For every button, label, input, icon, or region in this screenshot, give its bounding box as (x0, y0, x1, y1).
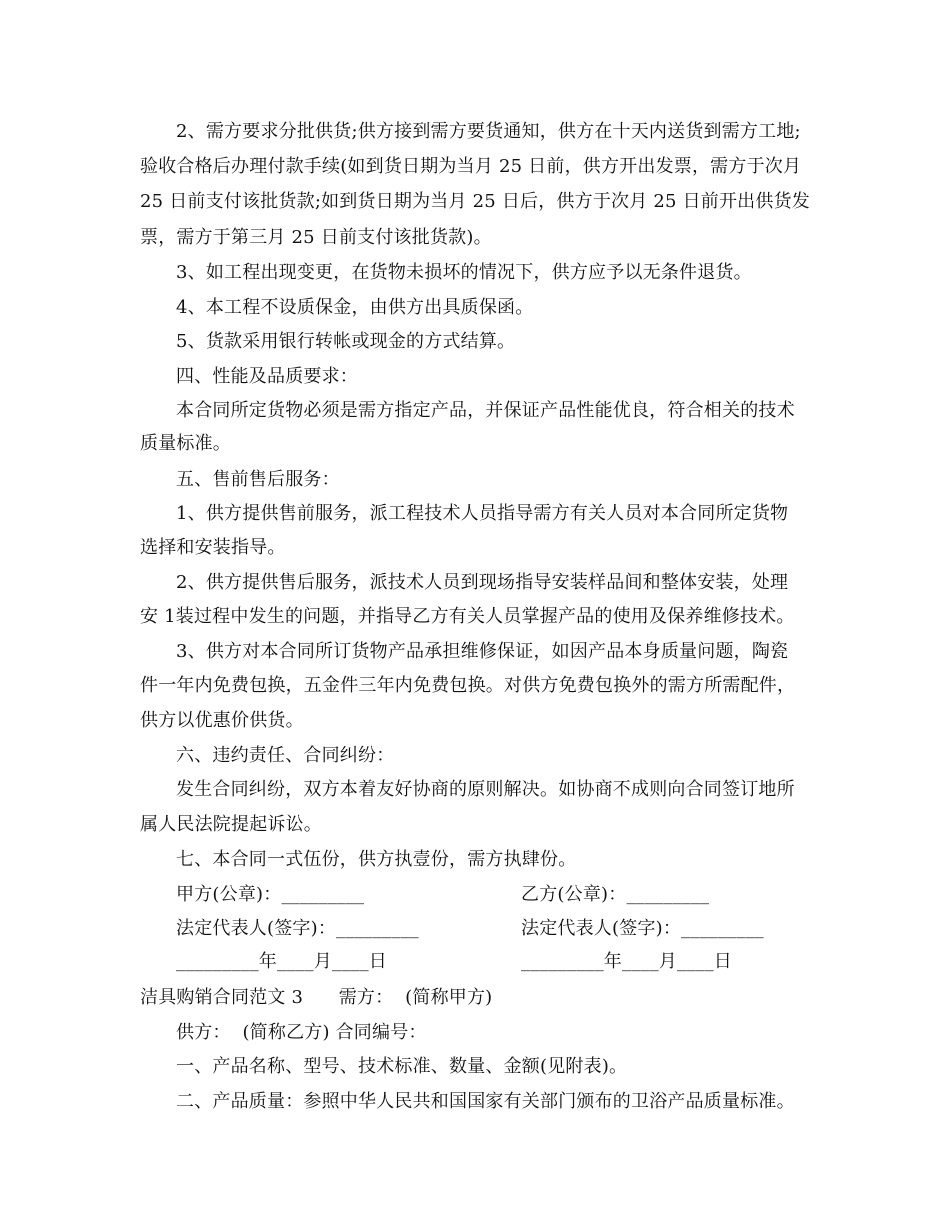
paragraph-line: 2、需方要求分批供货;供方接到需方要货通知，供方在十天内送货到需方工地; (176, 121, 801, 142)
paragraph-line: 3、供方对本合同所订货物产品承担维修保证，如因产品本身质量问题，陶瓷 (176, 641, 789, 662)
paragraph-line: 二、产品质量：参照中华人民共和国国家有关部门颁布的卫浴产品质量标准。 (176, 1091, 795, 1112)
paragraph-line: 发生合同纠纷，双方本着友好协商的原则解决。如协商不成则向合同签订地所 (176, 779, 795, 800)
party-b-seal-field: 乙方(公章)：_________ (521, 884, 710, 905)
section-heading: 七、本合同一式伍份，供方执壹份，需方执肆份。 (176, 849, 577, 870)
paragraph-line: 安 1装过程中发生的问题，并指导乙方有关人员掌握产品的使用及保养维修技术。 (140, 606, 795, 627)
paragraph-line: 件一年内免费包换，五金件三年内免费包换。对供方免费包换外的需方所需配件， (140, 675, 796, 696)
paragraph-line: 2、供方提供售后服务，派技术人员到现场指导安装样品间和整体安装，处理 (176, 572, 789, 593)
contract-title-line: 洁具购销合同范文 3 需方： (简称甲方) (140, 987, 493, 1008)
paragraph-line: 3、如工程出现变更，在货物未损坏的情况下，供方应予以无条件退货。 (176, 262, 752, 283)
section-heading: 五、售前售后服务： (176, 469, 340, 490)
paragraph-line: 票，需方于第三月 25 日前支付该批货款)。 (140, 227, 492, 248)
party-a-date-field: _________年____月____日 (176, 951, 387, 972)
paragraph-line: 25 日前支付该批货款;如到货日期为当月 25 日后，供方于次月 25 日前开出供货发 (140, 191, 810, 212)
section-heading: 六、违约责任、合同纠纷： (176, 745, 395, 766)
paragraph-line: 质量标准。 (140, 433, 231, 454)
paragraph-line: 4、本工程不设质保金，由供方出具质保函。 (176, 297, 534, 318)
party-a-representative-field: 法定代表人(签字)：_________ (176, 918, 419, 939)
paragraph-line: 供方： (简称乙方) 合同编号： (176, 1022, 427, 1043)
paragraph-line: 5、货款采用银行转帐或现金的方式结算。 (176, 331, 516, 352)
paragraph-line: 选择和安装指导。 (140, 537, 286, 558)
paragraph-line: 本合同所定货物必须是需方指定产品，并保证产品性能优良，符合相关的技术 (176, 400, 795, 421)
paragraph-line: 供方以优惠价供货。 (140, 710, 304, 731)
party-b-representative-field: 法定代表人(签字)：_________ (521, 918, 764, 939)
paragraph-line: 1、供方提供售前服务，派工程技术人员指导需方有关人员对本合同所定货物 (176, 503, 789, 524)
paragraph-line: 验收合格后办理付款手续(如到货日期为当月 25 日前，供方开出发票，需方于次月 (140, 156, 802, 177)
paragraph-line: 属人民法院提起诉讼。 (140, 814, 322, 835)
party-b-date-field: _________年____月____日 (521, 951, 732, 972)
party-a-seal-field: 甲方(公章)：_________ (176, 884, 365, 905)
paragraph-line: 一、产品名称、型号、技术标准、数量、金额(见附表)。 (176, 1056, 628, 1077)
section-heading: 四、性能及品质要求： (176, 366, 358, 387)
